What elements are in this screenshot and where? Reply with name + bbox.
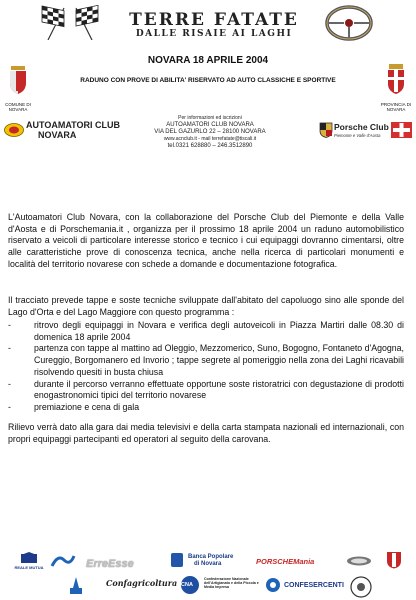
intro-paragraph: L'Autoamatori Club Novara, con la collaborazione del Porsche Club del Piemonte e della Valle d'Aosta e di Porschemania.it , organizza per il prossimo 18 aprile 2004 un raduno automobilistico riservato a veicoli di particolare interesse storico e tecnico i cui equipaggi dovranno cimentarsi, oltre alle caratteristiche prove di conoscenza tecnica, anche nella ricerca di particolari monumenti e località del territorio novarese con schede a domande e documentazione fotografica. xyxy=(8,212,404,269)
car-badge-icon xyxy=(346,556,372,566)
list-item: - partenza con tappe al mattino ad Oleggio, Mezzomerico, Suno, Bogogno, Fontaneto d'Agogna, Cureggio, Borgomanero ed Invorio ; tappe segrete al pomeriggio nella zona dei Laghi ricavabili risolvendo quesiti in busta chiusa xyxy=(8,343,404,377)
sponsor-confesercenti: CONFESERCENTI xyxy=(284,582,344,589)
porsche-crest-icon xyxy=(319,122,333,138)
sponsor-erreesse: ErreEsse xyxy=(86,558,134,570)
comune-crest-icon xyxy=(8,66,28,94)
sponsor-confederazione: Confederazione Nazionale dell'Artigianato e della Piccola e Media Impresa xyxy=(204,577,259,590)
sponsor-cna: CNA xyxy=(181,582,193,588)
round-emblem-icon xyxy=(350,576,372,598)
list-item: - premiazione e cena di gala xyxy=(8,401,140,412)
provincia-crest-icon xyxy=(387,64,405,94)
route-paragraph: Il tracciato prevede tappe e soste tecniche sviluppate dall'abitato del capoluogo sino alle sponde del Lago d'Orta e del Lago Maggiore con questo programma : xyxy=(8,295,404,317)
provincia-label: PROVINCIA DI NOVARA xyxy=(380,102,412,112)
checkered-flags-icon xyxy=(38,4,102,40)
sponsor-reale-mutua: REALE MUTUA xyxy=(14,565,44,570)
bpn-icon xyxy=(171,553,183,567)
email-link[interactable]: mail terrefatate@tiscali.it xyxy=(201,136,257,142)
sponsor-porschemania: PORSCHEMania xyxy=(256,557,315,566)
steering-wheel-icon xyxy=(324,5,374,41)
event-date: NOVARA 18 APRILE 2004 xyxy=(147,55,269,66)
tower-logo-icon xyxy=(66,576,86,596)
shield-icon xyxy=(386,551,402,569)
event-title: TERRE FATATE xyxy=(129,10,299,30)
event-subheading: RADUNO CON PROVE DI ABILITA' RISERVATO AD AUTO CLASSICHE E SPORTIVE xyxy=(80,77,336,84)
porsche-club-region: Piemonte e Valle d'Aosta xyxy=(334,133,381,138)
list-item: - durante il percorso verranno effettuate opportune soste ristoratrici con degustazione di prodotti enogastronomici tipici del territorio novarese xyxy=(8,378,404,401)
club-logo-icon xyxy=(4,123,24,137)
reale-mutua-icon xyxy=(20,552,38,564)
program-list xyxy=(8,320,404,414)
comune-label: COMUNE DI NOVARA xyxy=(5,102,31,112)
contact-block: Per informazioni ed iscrizioni AUTOAMATORI CLUB NOVARA VIA DEL GAZURLO 22 – 28100 NOVARA www.acnclub.it - mail terrefatate@tiscali.it tel.0321 628880 – 246.3512890 xyxy=(154,115,266,149)
sponsor-confagricoltura: Confagricoltura xyxy=(106,578,178,588)
swirl-logo-icon xyxy=(50,554,76,568)
list-item: - ritrovo degli equipaggi in Novara e verifica degli autoveicoli in Piazza Martiri dalle 08.30 di domenica 18 aprile 2004 xyxy=(8,320,404,342)
sponsor-bpn-line2: di Novara xyxy=(194,561,222,567)
club-name: AUTOAMATORI CLUB NOVARA xyxy=(26,120,120,140)
confesercenti-icon xyxy=(264,577,282,593)
event-subtitle: DALLE RISAIE AI LAGHI xyxy=(135,29,293,39)
sponsors-strip xyxy=(0,548,416,600)
regional-flag-icon xyxy=(391,122,412,138)
media-paragraph: Rilievo verrà dato alla gara dai media televisivi e della carta stampata nazionali ed internazionali, con propri equipaggi partecipanti ed operatori al seguito della carovana. xyxy=(8,422,404,444)
website-link[interactable]: www.acnclub.it xyxy=(163,136,197,142)
sponsor-bpn-line1: Banca Popolare xyxy=(188,554,234,560)
porsche-club-name: Porsche Club xyxy=(334,122,389,132)
